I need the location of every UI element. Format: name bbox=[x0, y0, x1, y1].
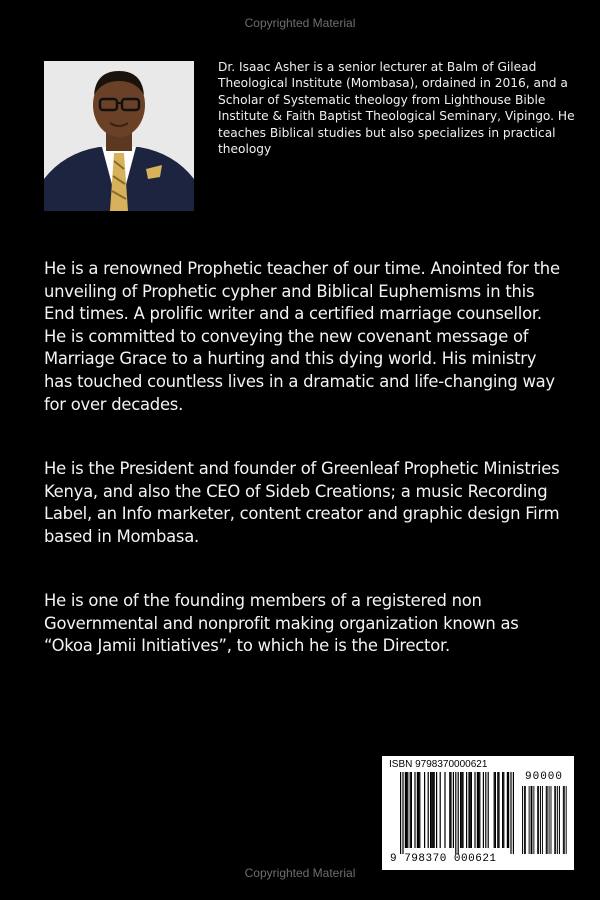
addon-bar bbox=[529, 786, 530, 854]
barcode-bar bbox=[503, 772, 504, 848]
barcode-bar bbox=[440, 772, 441, 848]
barcode-bar bbox=[410, 772, 411, 848]
barcode-bar bbox=[431, 772, 432, 848]
addon-bar bbox=[537, 786, 538, 854]
addon-bar bbox=[563, 786, 564, 854]
barcode-bar bbox=[513, 772, 514, 854]
barcode-bar bbox=[405, 772, 406, 848]
barcode-bar bbox=[406, 772, 407, 848]
barcode-bar bbox=[453, 772, 454, 848]
barcode-bar bbox=[498, 772, 499, 848]
barcode-bar bbox=[461, 772, 462, 848]
addon-bar bbox=[555, 786, 556, 854]
barcode-bar bbox=[488, 772, 489, 848]
barcode-bar bbox=[414, 772, 415, 848]
barcode-bar bbox=[450, 772, 451, 848]
addon-bar bbox=[546, 786, 547, 854]
barcode-bar bbox=[470, 772, 471, 848]
barcode-bar bbox=[478, 772, 479, 848]
paragraph-organization: He is one of the founding members of a registered non Governmental and nonprofit making organization known as “Okoa Jamii Initiatives”, to which he is the Director. bbox=[44, 591, 519, 656]
barcode-bar bbox=[417, 772, 418, 848]
addon-bar bbox=[547, 786, 548, 854]
barcode-bar bbox=[502, 772, 503, 848]
isbn-label: ISBN 9798370000621 bbox=[389, 759, 488, 770]
author-portrait-icon bbox=[44, 61, 194, 211]
addon-bar bbox=[554, 786, 555, 854]
barcode-bar bbox=[444, 772, 445, 848]
barcode-bar bbox=[474, 772, 475, 848]
paragraph-ministry: He is a renowned Prophetic teacher of our time. Anointed for the unveiling of Prophetic cypher and Biblical Euphemisms in this End times. A prolific writer and a certified marriage counsellor. He is committed to conveying the new covenant message of Marriage Grace to a hurting and this dying world. His ministry has touched countless lives in a dramatic and life-changing way for over decades. bbox=[44, 259, 560, 414]
barcode-bar bbox=[471, 772, 472, 848]
addon-bar bbox=[540, 786, 541, 854]
barcode-bar bbox=[407, 772, 408, 848]
barcode-bar bbox=[479, 772, 480, 848]
barcode-bar bbox=[507, 772, 508, 848]
barcode-bar bbox=[458, 772, 459, 854]
barcode-bar bbox=[400, 772, 401, 854]
price-addon-digits: 90000 bbox=[525, 771, 564, 783]
barcode-bar bbox=[432, 772, 433, 848]
addon-bar bbox=[525, 786, 526, 854]
barcode-bar bbox=[466, 772, 467, 848]
copyright-watermark-bottom: Copyrighted Material bbox=[244, 866, 356, 880]
addon-bar bbox=[522, 786, 523, 854]
barcode-bar bbox=[468, 772, 469, 848]
isbn-barcode bbox=[382, 756, 574, 870]
addon-bar bbox=[557, 786, 558, 854]
barcode-bar bbox=[411, 772, 412, 848]
addon-bar bbox=[549, 786, 550, 854]
author-bio: Dr. Isaac Asher is a senior lecturer at Balm of Gilead Theological Institute (Mombasa), ordained in 2016, and a Scholar of Systematic theology from Lighthouse Bible Institute & Faith Baptist Theological Seminary, Vipingo. He teaches Biblical studies but also specializes in practical theology bbox=[218, 60, 575, 157]
barcode-bar bbox=[418, 772, 419, 848]
barcode-bar bbox=[483, 772, 484, 848]
addon-bar bbox=[559, 786, 560, 854]
addon-bar bbox=[564, 786, 565, 854]
barcode-bar bbox=[460, 772, 461, 848]
addon-bar bbox=[524, 786, 525, 854]
addon-bar bbox=[532, 786, 533, 854]
barcode-bar bbox=[436, 772, 437, 848]
barcode-bar bbox=[428, 772, 429, 848]
barcode-bar bbox=[495, 772, 496, 848]
barcode-bar bbox=[455, 772, 456, 854]
barcode-bar bbox=[494, 772, 495, 848]
barcode-bar bbox=[430, 772, 431, 848]
barcode-bar bbox=[510, 772, 511, 854]
author-photo bbox=[44, 61, 194, 211]
barcode-bar bbox=[485, 772, 486, 848]
addon-bar bbox=[533, 786, 534, 854]
barcode-bar bbox=[449, 772, 450, 848]
barcode-bar bbox=[434, 772, 435, 848]
barcode-bar bbox=[508, 772, 509, 848]
barcode-bar bbox=[462, 772, 463, 848]
barcode-bar bbox=[419, 772, 420, 848]
addon-bar bbox=[542, 786, 543, 854]
barcode-digits: 9 798370 000621 bbox=[390, 853, 497, 865]
barcode-bar bbox=[402, 772, 403, 854]
addon-bar bbox=[531, 786, 532, 854]
addon-bar bbox=[551, 786, 552, 854]
copyright-watermark-top: Copyrighted Material bbox=[244, 16, 356, 30]
barcode-bar bbox=[424, 772, 425, 848]
barcode-bar bbox=[497, 772, 498, 848]
addon-bar bbox=[538, 786, 539, 854]
addon-bar bbox=[566, 786, 567, 854]
barcode-bar bbox=[477, 772, 478, 848]
paragraph-founder: He is the President and founder of Greenleaf Prophetic Ministries Kenya, and also the CEO of Sideb Creations; a music Recording Label, an Info marketer, content creator and graphic design Firm based in Mombasa. bbox=[44, 459, 560, 546]
